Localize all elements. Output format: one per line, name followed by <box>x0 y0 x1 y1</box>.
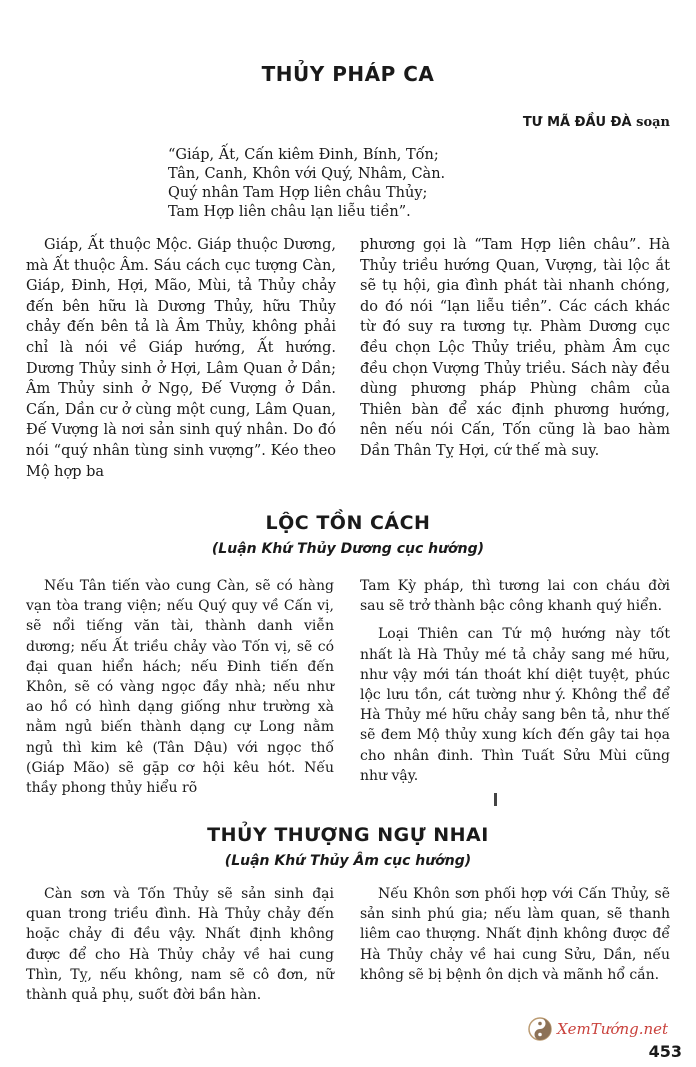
author-name: TƯ MÃ ĐẦU ĐÀ <box>522 115 632 130</box>
section2-title: LỘC TỒN CÁCH <box>265 512 431 534</box>
paragraph: Càn sơn và Tốn Thủy sẽ sản sinh đại quan trong triều đình. Hà Thủy chảy đến hoặc chảy đi đều vậy. Nhất định không được để cho Hà Thủy chảy về hai cung Thìn, Tỵ, nếu không, nam sẽ cô đơn, nữ thành quả phụ, suốt đời bần hàn. <box>26 886 334 1004</box>
paragraph: phương gọi là “Tam Hợp liên châu”. Hà Thủy triều hướng Quan, Vượng, tài lộc ắt sẽ tụ hội, gia đình phát tài nhanh chóng, do đó nói “lạn liễu tiền”. Các cách khác từ đó suy ra tương tự. Phàm Dương cục đều chọn Lộc Thủy triều, phàm Âm cục đều chọn Vượng Thủy triều. Sách này đều dùng phương pháp Phùng châm của Thiên bàn để xác định phương hướng, nên nếu nói Cấn, Tốn cũng là bao hàm Dần Thân Tỵ Hợi, cứ thế mà suy. <box>360 237 670 459</box>
section2-right-column <box>360 576 670 786</box>
section3-title: THỦY THƯỢNG NGỰ NHAI <box>207 824 489 846</box>
poem <box>168 146 588 222</box>
print-mark <box>494 793 497 806</box>
yin-yang-icon <box>528 1017 552 1041</box>
poem-line: “Giáp, Ất, Cấn kiêm Đinh, Bính, Tốn; <box>168 147 439 163</box>
section3-left-column <box>26 884 334 1005</box>
section3-right-column <box>360 884 670 985</box>
author-suffix: soạn <box>636 115 670 130</box>
paragraph: Nếu Khôn sơn phối hợp với Cấn Thủy, sẽ sản sinh phú gia; nếu làm quan, sẽ thanh liêm cao thượng. Nhất định không được để Hà Thủy chảy về hai cung Sửu, Dần, nếu không sẽ bị bệnh ôn dịch và mãnh hổ cắn. <box>360 886 670 983</box>
section1-right-column <box>360 235 670 462</box>
section2-subtitle: (Luận Khứ Thủy Dương cục hướng) <box>211 541 485 557</box>
page-number: 453 <box>648 1042 682 1061</box>
paragraph: Giáp, Ất thuộc Mộc. Giáp thuộc Dương, mà Ất thuộc Âm. Sáu cách cục tượng Càn, Giáp, Đinh, Hợi, Mão, Mùi, tả Thủy chảy đến bên hữu là Dương Thủy, hữu Thủy chảy đến bên tả là Âm Thủy, không phải chỉ là nói về Giáp hướng, Ất hướng. Dương Thủy sinh ở Hợi, Lâm Quan ở Dần; Âm Thủy sinh ở Ngọ, Đế Vượng ở Dần. Cấn, Dần cư ở cùng một cung, Lâm Quan, Đế Vượng là nơi sản sinh quý nhân. Do đó nói “quý nhân tùng sinh vượng”. Kéo theo Mộ hợp ba <box>26 237 336 480</box>
section3-subtitle: (Luận Khứ Thủy Âm cục hướng) <box>224 853 472 869</box>
section2-left-column <box>26 576 334 798</box>
poem-line: Tam Hợp liên châu lạn liễu tiền”. <box>168 204 411 220</box>
section1-title: THỦY PHÁP CA <box>261 62 435 86</box>
paragraph: Tam Kỳ pháp, thì tương lai con cháu đời sau sẽ trở thành bậc công khanh quý hiển. <box>360 578 670 615</box>
author-credit <box>523 115 670 130</box>
paragraph: Nếu Tân tiến vào cung Càn, sẽ có hàng vạn tòa trang viện; nếu Quý quy về Cấn vị, sẽ nổi tiếng văn tài, thành danh viễn dương; nếu Ất triều chảy vào Tốn vị, sẽ có đại quan hiển hách; nếu Đinh tiến đến Khôn, sẽ có vàng ngọc đầy nhà; nếu như ao hồ có hình dạng giống như trường xà nằm ngủ biến thành dạng cự Long nằm ngủ thì kim kê (Tân Dậu) với ngọc thố (Giáp Mão) sẽ gặp cơ hội kêu hót. Nếu thầy phong thủy hiểu rõ <box>26 578 334 797</box>
section1-left-column <box>26 235 336 482</box>
poem-line: Quý nhân Tam Hợp liên châu Thủy; <box>168 185 428 201</box>
poem-line: Tân, Canh, Khôn với Quý, Nhâm, Càn. <box>168 166 446 182</box>
watermark <box>528 1012 668 1046</box>
paragraph: Loại Thiên can Tứ mộ hướng này tốt nhất là Hà Thủy mé tả chảy sang mé hữu, như vậy mới tán thoát khí diệt tuyệt, phúc lộc lưu tồn, cát tường như ý. Không thể để Hà Thủy mé hữu chảy sang bên tả, như thế sẽ đem Mộ thủy xung kích đến gây tai họa cho nhân đinh. Thìn Tuất Sửu Mùi cũng như vậy. <box>360 626 670 784</box>
watermark-text: XemTướng.net <box>557 1020 669 1038</box>
